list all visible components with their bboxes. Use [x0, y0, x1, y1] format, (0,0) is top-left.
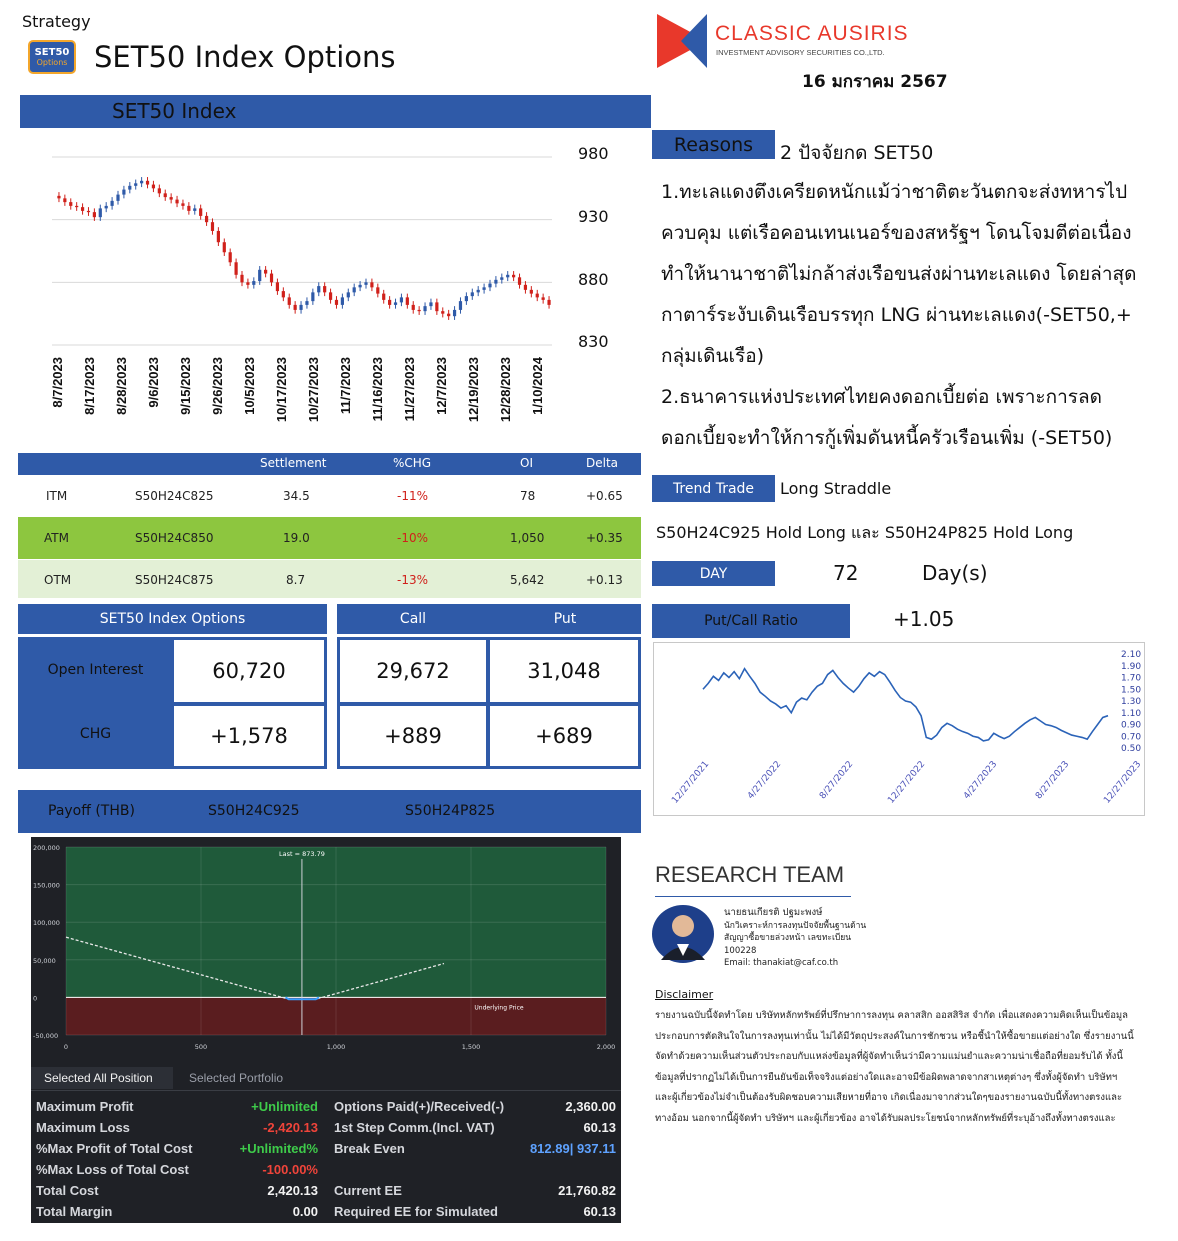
row-type: OTM — [44, 573, 72, 587]
row-settlement: 19.0 — [283, 531, 310, 545]
candle-body — [494, 280, 497, 284]
reason-line: ดอกเบี้ยจะทำให้การกู้เพิ่มดันหนี้ครัวเรือนเพิ่ม (-SET50) — [661, 427, 1113, 449]
chg-total-value: +1,578 — [171, 703, 327, 769]
oi-put-value: 31,048 — [487, 637, 641, 705]
pcr-x-tick: 8/27/2022 — [817, 759, 856, 802]
row-series: S50H24C875 — [135, 573, 214, 587]
set50-options-logo — [28, 40, 76, 74]
candle-body — [394, 302, 397, 305]
analyst-reg: 100228 — [724, 945, 757, 956]
disclaimer-line: รายงานฉบับนี้จัดทำโดย บริษัทหลักทรัพย์ที่ปรึกษาการลงทุน คลาสสิก ออสสิริส จำกัด เพื่อแสดงความคิดเห็นเป็นข้อมูล — [655, 1010, 1129, 1021]
candle-body — [347, 292, 350, 297]
candle-body — [110, 201, 113, 206]
candle-body — [382, 294, 385, 300]
candle-body — [364, 282, 367, 285]
reason-line: 2.ธนาคารแห่งประเทศไทยคงดอกเบี้ยต่อ เพราะการลด — [661, 386, 1102, 408]
candle-body — [488, 284, 491, 288]
candle-body — [93, 212, 96, 217]
payoff-series-2: S50H24P825 — [405, 803, 496, 819]
candle-body — [547, 300, 550, 305]
stat-row — [36, 1180, 318, 1201]
payoff-x-tick: 500 — [194, 1043, 208, 1051]
payoff-x-tick: 1,500 — [461, 1043, 481, 1051]
y-tick: 930 — [578, 207, 609, 226]
pcr-x-tick: 12/27/2022 — [886, 759, 928, 806]
candle-body — [329, 292, 332, 300]
pcr-y-tick: 0.50 — [1121, 744, 1142, 754]
x-tick-label: 8/28/2023 — [114, 357, 129, 415]
x-tick-label: 10/27/2023 — [306, 357, 321, 423]
y-tick: 830 — [578, 332, 609, 351]
candle-body — [536, 294, 539, 298]
pcr-line-chart — [653, 642, 1145, 816]
x-tick-label: 11/16/2023 — [370, 357, 385, 422]
candle-body — [134, 183, 137, 186]
reasons-heading: 2 ปัจจัยกด SET50 — [780, 142, 934, 164]
candle-body — [234, 262, 237, 275]
stat-value: 60.13 — [583, 1120, 616, 1135]
candle-body — [57, 196, 60, 199]
stat-value: 812.89| 937.11 — [529, 1141, 616, 1156]
candle-body — [75, 206, 78, 207]
candle-body — [158, 188, 161, 193]
candle-body — [471, 292, 474, 296]
row-oi: 1,050 — [510, 531, 545, 545]
payoff-y-tick: 50,000 — [33, 956, 56, 965]
stat-row — [334, 1180, 616, 1201]
pcr-y-tick: 1.50 — [1121, 685, 1142, 696]
stat-value: 21,760.82 — [558, 1183, 616, 1198]
candle-body — [81, 207, 84, 211]
candle-body — [63, 198, 66, 202]
stat-label: Required EE for Simulated — [334, 1204, 498, 1219]
candle-body — [270, 274, 273, 283]
row-delta: +0.65 — [586, 489, 623, 503]
put-header: Put — [489, 604, 641, 634]
stat-label: %Max Loss of Total Cost — [36, 1162, 189, 1177]
x-tick-label: 11/27/2023 — [402, 357, 417, 422]
pcr-y-tick: 1.90 — [1121, 661, 1142, 672]
stat-value: -2,420.13 — [263, 1120, 318, 1135]
candle-body — [152, 185, 155, 189]
analyst-role-2: สัญญาซื้อขายล่วงหน้า เลขทะเบียน — [724, 933, 852, 943]
stat-row — [36, 1201, 318, 1222]
candle-body — [146, 181, 149, 185]
pcr-label: Put/Call Ratio — [652, 604, 850, 638]
row-series: S50H24C825 — [135, 489, 214, 503]
pcr-y-tick: 0.90 — [1121, 720, 1142, 731]
candle-body — [187, 206, 190, 211]
x-tick-label: 9/15/2023 — [178, 357, 193, 415]
stat-value: 2,360.00 — [565, 1099, 616, 1114]
logo-sub: Options — [36, 57, 68, 67]
trend-trade-value: Long Straddle — [780, 479, 892, 498]
col-settlement: Settlement — [260, 456, 327, 470]
candle-body — [282, 291, 285, 297]
x-tick-label: 12/28/2023 — [498, 357, 513, 423]
x-tick-label: 9/26/2023 — [210, 357, 225, 415]
day-unit: Day(s) — [922, 561, 988, 585]
candle-body — [524, 285, 527, 290]
classic-ausiris-logo-icon — [657, 14, 707, 68]
candle-body — [311, 292, 314, 301]
payoff-x-tick: 1,000 — [326, 1043, 346, 1051]
candle-body — [518, 277, 521, 285]
payoff-label: Payoff (THB) — [48, 803, 135, 819]
candle-body — [223, 242, 226, 252]
candle-body — [305, 301, 308, 305]
stat-row — [36, 1138, 318, 1159]
candle-body — [99, 208, 102, 217]
candle-body — [435, 302, 438, 311]
candle-body — [240, 275, 243, 283]
candle-body — [418, 310, 421, 311]
pcr-x-tick: 4/27/2022 — [745, 759, 784, 802]
candle-body — [323, 286, 326, 292]
stats-right — [334, 1096, 616, 1222]
x-tick-label: 10/17/2023 — [274, 357, 289, 423]
reasons-body — [661, 172, 1171, 459]
candle-body — [181, 203, 184, 206]
x-tick-label: 1/10/2024 — [530, 357, 545, 415]
col-delta: Delta — [586, 456, 619, 470]
pcr-x-tick: 4/27/2023 — [961, 759, 1000, 802]
oi-total-value: 60,720 — [171, 637, 327, 705]
row-type: ITM — [46, 489, 68, 503]
candle-body — [500, 277, 503, 280]
candle-body — [512, 275, 515, 278]
payoff-chart — [31, 837, 621, 1062]
payoff-y-tick: 100,000 — [33, 919, 60, 928]
candle-body — [400, 297, 403, 302]
candle-body — [246, 282, 249, 285]
disclaimer-line: ทางอ้อม นอกจากนี้ผู้จัดทำ บริษัทฯ และผู้เกี่ยวข้อง อาจได้รับผลประโยชน์จากหลักทรัพย์ที่ระบุอ้างถึงทั้งทางตรงและ — [655, 1112, 1116, 1124]
candle-body — [341, 297, 344, 305]
stat-row — [36, 1159, 318, 1180]
oi-call-value: 29,672 — [337, 637, 489, 705]
stat-value: 0.00 — [292, 1204, 318, 1219]
payoff-panel — [31, 837, 621, 1223]
candle-body — [140, 181, 143, 184]
y-tick: 980 — [578, 144, 609, 163]
chg-call-value: +889 — [337, 703, 489, 769]
candle-body — [429, 302, 432, 306]
candle-body — [406, 297, 409, 305]
reason-line: กาตาร์ระงับเดินเรือบรรทุก LNG ผ่านทะเลแดง(-SET50,+ — [661, 304, 1132, 326]
candle-body — [69, 202, 72, 206]
candle-body — [128, 186, 131, 190]
disclaimer-line: ข้อมูลที่ปรากฏไม่ได้เป็นการยืนยันข้อเท็จจริงแต่อย่างใดและอาจมีข้อผิดพลาดจากสาเหตุต่างๆ ซึ่งทั้งผู้จัดทำ บริษัทฯ — [655, 1071, 1118, 1083]
stat-label: Options Paid(+)/Received(-) — [334, 1099, 505, 1114]
table-row — [18, 517, 641, 559]
x-tick-label: 12/7/2023 — [434, 357, 449, 415]
analyst-avatar — [651, 904, 715, 964]
chg-label: CHG — [79, 726, 112, 742]
row-type: ATM — [44, 531, 69, 545]
disclaimer-line: จัดทำด้วยความเห็นส่วนตัวประกอบกับแหล่งข้อมูลที่ผู้จัดทำเห็นว่ามีความแม่นยำและความน่าเชื่อถือที่ยอมรับได้ ทั้งนี้ — [655, 1051, 1123, 1062]
payoff-x-tick: 2,000 — [596, 1043, 616, 1051]
candle-body — [482, 287, 485, 290]
stat-value: +Unlimited — [251, 1099, 318, 1114]
research-title: RESEARCH TEAM — [655, 862, 845, 887]
candle-body — [376, 287, 379, 293]
candle-body — [388, 300, 391, 305]
disclaimer-line: ประกอบการตัดสินใจในการลงทุนเท่านั้น ไม่ได้มีวัตถุประสงค์ในการชักชวน หรือชี้นำให้ซื้อขายแต่อย่างใด ซึ่งรายงานนี้ — [655, 1030, 1134, 1042]
candle-body — [193, 208, 196, 211]
row-delta: +0.13 — [586, 573, 623, 587]
last-price-label: Last = 873.79 — [278, 850, 325, 858]
series-table-header — [18, 453, 641, 475]
table-row — [18, 560, 641, 598]
row-delta: +0.35 — [586, 531, 623, 545]
reason-line: ทำให้นานาชาติไม่กล้าส่งเรือขนส่งผ่านทะเลแดง โดยล่าสุด — [661, 263, 1137, 285]
row-oi: 5,642 — [510, 573, 545, 587]
disclaimer-line: และผู้เกี่ยวข้องไม่จำเป็นต้องรับผิดชอบความเสียหายที่อาจ เกิดเนื่องมาจากส่วนใดๆของรายงานฉบับนี้ทั้งทางตรงและ — [655, 1092, 1123, 1103]
candle-body — [353, 287, 356, 292]
pcr-y-tick: 1.10 — [1121, 708, 1142, 719]
pcr-y-tick: 0.70 — [1121, 732, 1142, 743]
col-chg: %CHG — [393, 456, 432, 470]
candle-body — [122, 190, 125, 195]
x-tick-label: 8/7/2023 — [50, 357, 65, 408]
day-value: 72 — [833, 561, 859, 585]
pcr-y-tick: 2.10 — [1121, 650, 1142, 660]
stats-left — [36, 1096, 318, 1222]
x-tick-label: 8/17/2023 — [82, 357, 97, 415]
stat-value: 2,420.13 — [267, 1183, 318, 1198]
row-chg: -13% — [397, 573, 429, 587]
col-oi: OI — [520, 456, 533, 470]
candle-body — [465, 296, 468, 301]
y-tick: 880 — [578, 270, 609, 289]
reason-line: กลุ่มเดินเรือ) — [661, 345, 765, 367]
stat-label: Maximum Loss — [36, 1120, 130, 1135]
payoff-y-tick: -50,000 — [33, 1032, 59, 1040]
trend-trade-label: Trend Trade — [652, 475, 775, 502]
stat-value: +Unlimited% — [239, 1141, 318, 1156]
candle-body — [299, 305, 302, 310]
pcr-value: +1.05 — [893, 607, 955, 631]
stat-row — [334, 1201, 616, 1222]
candle-body — [105, 206, 108, 209]
candle-body — [264, 270, 267, 274]
stat-value: -100.00% — [262, 1162, 318, 1177]
stat-label: Maximum Profit — [36, 1099, 134, 1114]
candle-body — [211, 222, 214, 231]
candle-body — [258, 270, 261, 281]
stat-row — [334, 1138, 616, 1159]
candle-body — [217, 231, 220, 242]
x-tick-label: 11/7/2023 — [338, 357, 353, 415]
stat-label: 1st Step Comm.(Incl. VAT) — [334, 1120, 495, 1135]
row-chg: -10% — [397, 531, 429, 545]
page-title: SET50 Index Options — [94, 40, 396, 74]
logo-text: SET50 — [34, 46, 70, 58]
stat-label: Total Margin — [36, 1204, 113, 1219]
candle-body — [335, 300, 338, 305]
candle-body — [441, 311, 444, 314]
underlying-price-label: Underlying Price — [474, 1004, 524, 1012]
stat-value: 60.13 — [583, 1204, 616, 1219]
analyst-info — [724, 907, 866, 970]
reasons-label: Reasons — [652, 130, 775, 159]
candle-body — [294, 305, 297, 310]
stat-label: Current EE — [334, 1183, 402, 1198]
brand-name: CLASSIC AUSIRIS — [715, 22, 909, 45]
stat-label: Total Cost — [36, 1183, 99, 1198]
strategy-label: Strategy — [22, 12, 91, 31]
index-candlestick-chart — [52, 145, 557, 440]
candle-body — [116, 195, 119, 201]
payoff-header — [18, 790, 641, 833]
candle-body — [87, 211, 90, 212]
stat-row — [334, 1117, 616, 1138]
pcr-x-tick: 8/27/2023 — [1033, 759, 1072, 802]
candle-body — [542, 297, 545, 300]
table-row — [18, 476, 641, 516]
stat-row — [36, 1096, 318, 1117]
x-tick-label: 9/6/2023 — [146, 357, 161, 408]
row-oi: 78 — [520, 489, 536, 503]
payoff-y-tick: 150,000 — [33, 881, 60, 890]
candle-body — [317, 286, 320, 292]
row-chg: -11% — [397, 489, 429, 503]
pcr-x-tick: 12/27/2021 — [670, 759, 712, 806]
tab-selected-all-position[interactable]: Selected All Position — [31, 1067, 173, 1089]
row-series: S50H24C850 — [135, 531, 214, 545]
pcr-y-tick: 1.30 — [1121, 697, 1142, 707]
candle-body — [170, 197, 173, 200]
reason-line: 1.ทะเลแดงตึงเครียดหนักแม้ว่าชาติตะวันตกจะส่งทหารไป — [661, 181, 1128, 203]
index-chart-title: SET50 Index — [112, 99, 237, 123]
candle-body — [276, 282, 279, 291]
stat-row — [36, 1117, 318, 1138]
analyst-email: Email: thanakiat@caf.co.th — [724, 958, 839, 968]
payoff-y-tick: 0 — [33, 994, 38, 1003]
tab-selected-portfolio[interactable]: Selected Portfolio — [189, 1071, 284, 1085]
summary-title: SET50 Index Options — [18, 604, 327, 634]
payoff-y-tick: 200,000 — [33, 844, 60, 852]
candle-body — [370, 282, 373, 287]
stat-row — [334, 1159, 616, 1180]
x-tick-label: 10/5/2023 — [242, 357, 257, 415]
position-text: S50H24C925 Hold Long และ S50H24P825 Hold Long — [656, 523, 1074, 542]
analyst-role-1: นักวิเคราะห์การลงทุนปัจจัยพื้นฐานด้าน — [724, 920, 867, 931]
call-header: Call — [337, 604, 489, 634]
reason-line: ควบคุม แต่เรือคอนเทนเนอร์ของสหรัฐฯ โดนโจมตีต่อเนื่อง — [661, 222, 1132, 244]
candle-body — [164, 193, 167, 197]
disclaimer-title: Disclaimer — [655, 988, 714, 1001]
candle-body — [423, 306, 426, 311]
payoff-series-1: S50H24C925 — [208, 803, 300, 819]
candle-body — [412, 305, 415, 310]
x-tick-label: 12/19/2023 — [466, 357, 481, 423]
candle-body — [459, 301, 462, 310]
stat-label: %Max Profit of Total Cost — [36, 1141, 193, 1156]
candle-body — [205, 216, 208, 222]
candle-body — [175, 200, 178, 204]
candle-body — [288, 297, 291, 305]
row-settlement: 34.5 — [283, 489, 310, 503]
candle-body — [530, 290, 533, 294]
candle-body — [229, 252, 232, 262]
brand-sub: INVESTMENT ADVISORY SECURITIES CO.,LTD. — [716, 48, 885, 57]
stat-label: Break Even — [334, 1141, 405, 1156]
candle-body — [477, 290, 480, 293]
report-date: 16 มกราคม 2567 — [802, 72, 948, 92]
disclaimer-body — [655, 1006, 1175, 1129]
index-chart-header — [20, 95, 651, 128]
row-settlement: 8.7 — [286, 573, 306, 587]
pcr-y-tick: 1.70 — [1121, 673, 1142, 684]
candle-body — [199, 208, 202, 216]
pcr-x-tick: 12/27/2023 — [1102, 759, 1144, 806]
candle-body — [506, 275, 509, 278]
stat-row — [334, 1096, 616, 1117]
day-label: DAY — [652, 561, 775, 586]
payoff-x-tick: 0 — [63, 1043, 69, 1051]
candle-body — [358, 285, 361, 288]
candle-body — [252, 281, 255, 285]
open-interest-label: Open Interest — [47, 662, 144, 678]
candle-body — [447, 314, 450, 317]
candle-body — [453, 310, 456, 316]
analyst-name: นายธนเกียรติ ปฐมะพงษ์ — [724, 907, 823, 918]
chg-put-value: +689 — [487, 703, 641, 769]
